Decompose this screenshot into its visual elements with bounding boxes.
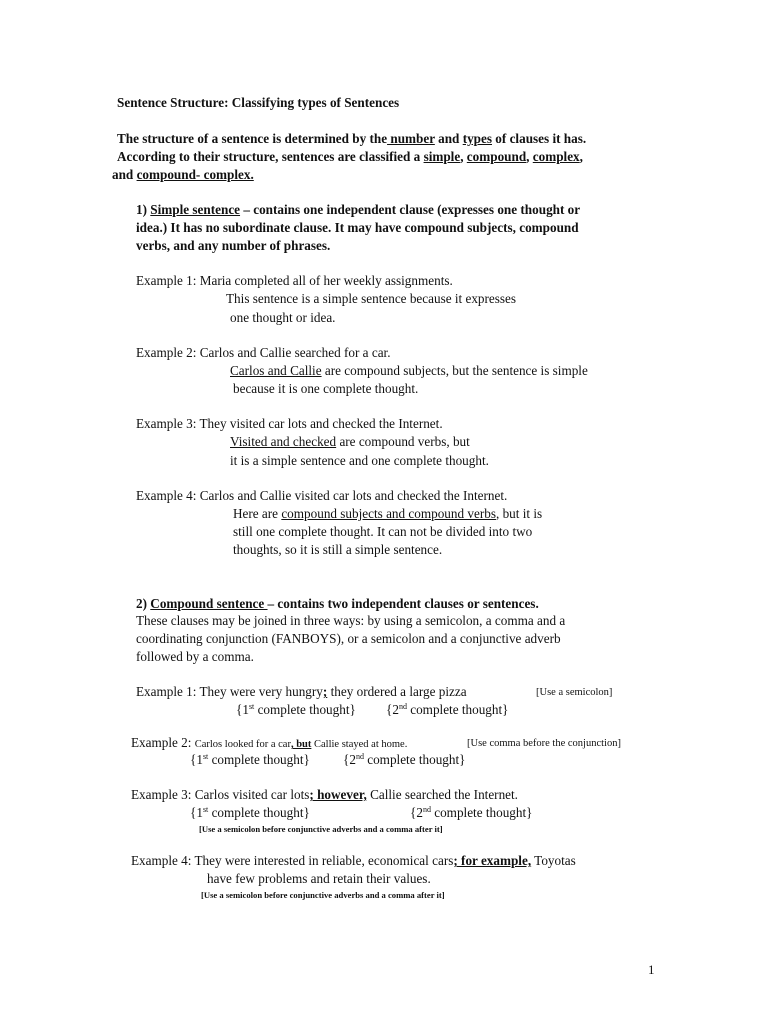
term-compound-complex: compound- complex. [136,167,254,182]
intro-line-1 [117,131,586,147]
thought-text: complete thought} [430,805,533,820]
compound-example-3-thought-2 [410,805,533,821]
intro-line-2 [117,149,583,165]
example-text: Carlos looked for a car [194,739,291,750]
definition-text: – contains one independent clause (expresses one thought or [240,202,581,217]
thought-text: {2 [410,805,423,820]
term-number: number [387,131,435,146]
simple-example-2 [136,345,391,361]
punct: , [579,149,583,164]
compound-example-4-continuation: have few problems and retain their values. [207,871,431,886]
compound-example-2-thought-2 [343,752,466,768]
compound-description-line-3: followed by a comma. [136,649,254,664]
compound-example-4 [131,853,576,869]
page-number: 1 [648,962,655,977]
semicolon: ; [322,684,328,699]
term-simple: simple [423,149,461,164]
thought-text: {2 [386,702,399,717]
example-text: They were interested in reliable, economical cars [194,853,454,868]
section-number: 1) [136,202,151,217]
definition-text: – contains two independent clauses or sentences. [267,596,539,611]
ordinal-suffix: nd [355,752,364,761]
simple-example-1-explanation: This sentence is a simple sentence because it expresses [226,291,517,306]
compound-description-line-2: coordinating conjunction (FANBOYS), or a semicolon and a conjunctive adverb [136,631,561,646]
simple-definition-line-3: verbs, and any number of phrases. [136,238,331,253]
compound-sentence-term: Compound sentence [150,596,268,611]
ordinal-suffix: nd [422,805,431,814]
example-text: Callie stayed at home. [311,739,408,750]
compound-example-2 [131,735,407,753]
simple-example-4-explanation [233,506,542,522]
example-text: Carlos and Callie searched for a car. [199,345,391,360]
conjunction-but: , but [290,739,312,750]
compound-example-1-note: [Use a semicolon] [536,687,613,698]
simple-example-2-explanation: because it is one complete thought. [233,381,419,396]
simple-definition-line-1 [136,202,580,218]
ordinal-suffix: st [202,752,209,761]
simple-example-3-explanation: it is a simple sentence and one complete thought. [230,453,489,468]
example-label: Example 2: [131,735,195,750]
underlined-phrase: Visited and checked [230,434,337,449]
intro-text: and [434,131,463,146]
example-text: They were very hungry [199,684,323,699]
simple-example-2-explanation [230,363,588,379]
simple-definition-line-2: idea.) It has no subordinate clause. It may have compound subjects, compound [136,220,579,235]
thought-text: {1 [190,752,203,767]
simple-example-4-explanation: thoughts, so it is still a simple sentence. [233,542,443,557]
thought-text: {1 [190,805,203,820]
example-text: they ordered a large pizza [327,684,467,699]
example-label: Example 2: [136,345,200,360]
compound-example-2-note: [Use comma before the conjunction] [467,738,621,749]
compound-example-1 [136,684,467,700]
example-text: Toyotas [531,853,576,868]
simple-example-4 [136,488,507,504]
example-label: Example 1: [136,684,200,699]
example-label: Example 1: [136,273,200,288]
example-text: Callie searched the Internet. [366,787,518,802]
example-label: Example 3: [131,787,195,802]
intro-text: The structure of a sentence is determined by the [117,131,388,146]
compound-example-3-thought-1 [190,805,310,821]
conjunctive-adverb-for-example: ; for example, [453,853,532,868]
example-label: Example 4: [136,488,200,503]
compound-example-1-thought-2 [386,702,509,718]
example-text: They visited car lots and checked the Internet. [199,416,443,431]
conjunctive-adverb-however: ; however, [309,787,367,802]
simple-example-3 [136,416,443,432]
intro-text: of clauses it has. [492,131,587,146]
simple-example-1-explanation: one thought or idea. [230,310,336,325]
thought-text: complete thought} [208,805,310,820]
ordinal-suffix: st [202,805,209,814]
thought-text: complete thought} [406,702,509,717]
compound-example-1-thought-1 [236,702,356,718]
thought-text: complete thought} [208,752,310,767]
explanation-text: Here are [233,506,282,521]
term-types: types [462,131,492,146]
thought-text: complete thought} [254,702,356,717]
thought-text: {1 [236,702,249,717]
example-label: Example 3: [136,416,200,431]
explanation-text: are compound subjects, but the sentence is simple [321,363,588,378]
intro-line-3 [112,167,254,183]
compound-example-3 [131,787,518,803]
term-complex: complex [532,149,580,164]
compound-example-2-thought-1 [190,752,310,768]
example-text: Carlos and Callie visited car lots and checked the Internet. [199,488,508,503]
explanation-text: , but it is [495,506,543,521]
compound-definition-line-1 [136,596,539,612]
intro-text: and [112,167,137,182]
example-text: Maria completed all of her weekly assignments. [199,273,453,288]
section-number: 2) [136,596,151,611]
underlined-phrase: compound subjects and compound verbs [281,506,496,521]
simple-example-1 [136,273,453,289]
compound-description-line-1: These clauses may be joined in three ways: by using a semicolon, a comma and a [136,613,566,628]
page-title: Sentence Structure: Classifying types of Sentences [117,95,400,110]
compound-example-3-note: [Use a semicolon before conjunctive adverbs and a comma after it] [199,824,443,834]
simple-sentence-term: Simple sentence [150,202,241,217]
example-label: Example 4: [131,853,195,868]
intro-text: According to their structure, sentences are classified a [117,149,424,164]
ordinal-suffix: nd [398,702,407,711]
explanation-text: are compound verbs, but [336,434,470,449]
compound-example-4-note: [Use a semicolon before conjunctive adverbs and a comma after it] [201,890,445,900]
example-text: Carlos visited car lots [194,787,310,802]
punct: , [460,149,467,164]
underlined-phrase: Carlos and Callie [230,363,322,378]
thought-text: {2 [343,752,356,767]
ordinal-suffix: st [248,702,255,711]
punct: , [526,149,533,164]
term-compound: compound [466,149,527,164]
thought-text: complete thought} [363,752,466,767]
simple-example-4-explanation: still one complete thought. It can not be divided into two [233,524,533,539]
simple-example-3-explanation [230,434,470,450]
